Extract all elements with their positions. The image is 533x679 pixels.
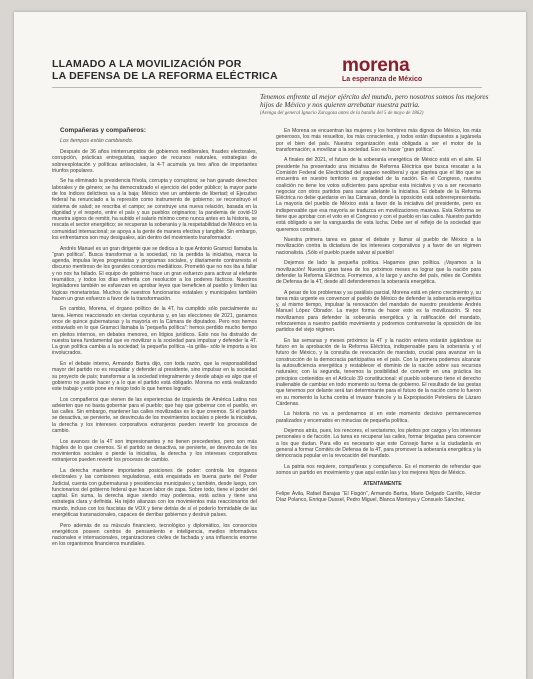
paragraph: Los compañeros que vienen de las experiencias de izquierda de América Latina nos advierten que no basta gobernar para el pueblo; que hay que gobernar con el pueblo, en las calles. Sin embargo, mantener las calles movilizadas es lo que creemos. Si el partido se desactiva, se pervierte, se desvincula de los movimientos sociales o pierde la iniciativa, la derecha y los intereses corporativos extranjeros pueden revertir los procesos de cambio. [52,396,257,435]
paragraph: La patria nos requiere, compañeras y compañeros. Es el momento de refrendar que somos un partido en movimiento y que aquí están las y los mejores hijos de México. [276,463,481,477]
paragraph: La derecha mantiene importantes posiciones de poder: controla los órganos electorales y las comisiones reguladoras, está enquistada en buena parte del Poder Judicial, cuenta con gubernaturas y presidencias municipales y, también, desde luego, con funcionarios del gobierno federal que hacen labor de zapa. Sobre todo, tiene el poder del capital. En suma, la derecha sigue siendo muy poderosa, está activa y tiene una estrategia clara y definida. Ha tejido alianzas con los movimientos más reaccionarios del mundo, incluso con los fascistas de VOX y tiene detrás de sí el poderío formidable de las energéticas transnacionales, capaces de derribar gobiernos y destruir países. [52,467,257,519]
title-line-1: LLAMADO A LA MOVILIZACIÓN POR [52,58,242,70]
header-divider [52,87,482,88]
subtitle: Los tiempos están cambiando. [60,138,134,145]
paragraph: En las semanas y meses próximos la 4T y la nación entera estarán jugándose su futuro en la aprobación de la Reforma Eléctrica, indispensable para la soberanía y el futuro de México, y la consulta de revocación de mandato, crucial para avanzar en la construcción de la democracia participativa en el país. Con la primera podemos alcanzar la autosuficiencia energética y restablecer el dominio de la nación sobre sus recursos naturales; con la segunda, tenemos la posibilidad de convertir en una práctica los principios contenidos en el Artículo 39 constitucional: el pueblo soberano tiene el derecho inalienable de cambiar en todo momento su forma de gobierno. El resultado de las gestas que tenemos por delante será tan determinante para el futuro de la nación como lo fueron en su momento la lucha contra el invasor francés y la Expropiación Petrolera de Lázaro Cárdenas. [276,337,481,407]
paragraph: Después de 36 años ininterrumpidos de gobiernos neoliberales, fraudes electorales, corrupción, prácticas entreguistas, saqueo de recursos naturales, estrategias de sobreexplotación y políticas antisociales, la 4-T acumula ya tres años de importantes triunfos populares. [52,148,257,174]
paragraph: En cambio, Morena, el órgano político de la 4T, ha cumplido sólo parcialmente su tarea. Hemos reaccionado en ciertas coyunturas y, en las elecciones de 2021, ganamos once de quince gubernaturas y la mayoría en la Cámara de diputados. Pero nos hemos extraviado en lo que Gramsci llamaba la “pequeña política”: hemos perdido mucho tiempo en pleitos internos, en debates menores, en litigios jurídicos. Esto nos ha distraído de nuestra tarea fundamental que es movilizar a la sociedad para impulsar y defender la 4T. La gran política cambia a la sociedad; la pequeña política –la grilla– sólo le importa a los involucrados. [52,306,257,357]
paragraph: Los avances de la 4T son impresionantes y no tienen precedentes, pero son más frágiles de lo que creemos. Si el partido se desactiva, se pervierte, se desvincula de los movimientos sociales o pierde la iniciativa, la derecha y los intereses corporativos extranjeros pueden revertir los procesos de cambio. [52,438,257,464]
logo-tagline: La esperanza de México [342,76,423,83]
paragraph: Dejemos de lado la pequeña política. Hagamos gran política. ¡Vayamos a la movilización! Nuestra gran tarea de los próximos meses es lograr que la nación para defender la Reforma Eléctrica. Formemos, a lo largo y ancho del país, miles de Comités de Defensa de la 4T, desde allí defenderemos la soberanía energética. [276,260,481,286]
paragraph: A pesar de los problemas y su parálisis parcial, Morena está en pleno crecimiento y, su tarea más urgente es convencer al pueblo de México de defender la soberanía energética y, al mismo tiempo, impulsar la renovación del mandato de nuestro presidente Andrés Manuel López Obrador. La mejor forma de hacer esto es la movilización. Si nos movilizamos para defender la soberanía energética y la ratificación del mandato, reforzaremos a nuestro partido movimiento y podremos contrarrestar la oposición de los partidos del viejo régimen. [276,289,481,334]
paragraph: Andrés Manuel es un gran dirigente que se dedica a lo que Antonio Gramsci llamaba la “gran política”. Busca transformar a la sociedad, no la perdida la iniciativa, marca la agenda, impulsa leyes progresistas y programas sociales, y diariamente contrarresta el discurso mentiroso de los grandes consorcios mediáticos. Prometió que no nos iba a fallar y no nos ha fallado. El equipo de gobierno hace un gran esfuerzo para activar al elefante reumático, y todos los días enfrenta con resolución a los poderes fácticos. Nuestros legisladores también se esfuerzan en aprobar leyes que beneficien al pueblo y limiten las lógicas monetaristas. Muchos de nuestros funcionarios estatales y municipales también hacen un gran esfuerzo a favor de la transformación. [52,245,257,302]
title-line-2: LA DEFENSA DE LA REFORMA ELÉCTRICA [52,70,278,82]
paragraph: En el debate interno, Armando Bartra dijo, con toda razón, que la responsabilidad mayor del partido no es respaldar y defender al presidente, sino impulsar en la sociedad su proyecto de país; transformar a la sociedad integralmente y desde abajo es algo que el gobierno no puede hacer y a lo que el partido está obligado. Morena no está realizando este trabajo y esto pone en riesgo todo lo que hemos logrado. [52,360,257,393]
paragraph: Nuestra primera tarea es ganar el debate y llamar al pueblo de México a la movilización contra la dictadura de los intereses corporativos y a favor de un régimen nacionalista. ¡Sólo el pueblo puede salvar al pueblo! [276,237,481,256]
page-title [52,58,352,82]
paragraph: Se ha eliminado la presidencia frívola, corrupta y corruptora; se han ganado derechos laborales y de género; se ha democratizado el ejercicio del poder público; la mayor parte de los índices delictivos va a la baja; México vive un ambiente de libertad; el Ejecutivo federal ha renunciado a la represión como instrumento de gobierno; se reconstruyó el sistema de salud; se rescriba el campo; se construye una nueva relación, basada en la dignidad y el respeto, entre el país y sus pueblos originarios; la pandemia de covid-19 muestra signos de remitir, ha subido el salario mínimo como nunca antes en la historia, se rescata el sector energético; se recuperan la soberanía y la respetabilidad de México en la comunidad internacional; se apoya a la gente de manera efectiva y tangible. Sin embargo, los enfrentamos son muy desiguales, aún dentro del movimiento transformador. [52,178,257,242]
greeting: Compañeras y compañeros: [60,127,146,134]
document-page [14,12,526,679]
left-column [52,128,257,552]
paragraph: Pero además de su músculo financiero, tecnológico y diplomático, los consorcios energéticos poseen centros de pensamiento e inteligencia, medios informativos nacionales e internacionales, organizaciones civiles de fachada y una influencia enorme en los organismos financieros mundiales. [52,522,257,548]
logo-name: morena [342,55,410,76]
paragraph: Dejemos atrás, pues, los rencores, el sectarismo, los pleitos por cargos y los intereses personales o de facción. La tarea es recuperar las calles, formar brigadas para convencer a los que dudan. Para ello es necesario que este Consejo llame a la ciudadanía en general a formar Comités de Defensa de la 4T, para promover la soberanía energética y la democracia popular en la revocación del mandato. [276,428,481,460]
epigraph [260,93,490,117]
signatories: Felipe Ávila, Rafael Barajas “El Fisgón”, Armando Bartra, Mario Delgado Carrillo, Héctor Díaz Polanco, Enrique Dussel, Pedro Miguel, Blanca Montoya y Consuelo Sánchez. [276,491,481,504]
paragraph: A finales del 2021, el futuro de la soberanía energética de México está en el aire. El presidente ha presentado una iniciativa de Reforma Eléctrica que busca rescatar a la Comisión Federal de Electricidad del saqueo neoliberal y que plantea que el litio que se encuentra en nuestro territorio es propiedad de la nación. En el Congreso, nuestra coalición no tiene los votos suficientes para aprobar esta iniciativa y va a ser necesario negociar con otros partidos para sacar adelante la iniciativa. El debate de la Reforma Eléctrica no debe quedarse en las Cámaras, donde la oposición está sobrerrepresentada. La mayoría del pueblo de México está a favor de la iniciativa del presidente, pero es indispensable que esa mayoría se traduzca en movilizaciones masivas. Esta Reforma se tiene que aprobar con el voto en el Congreso y con el pueblo en las calles. Nuestro partido está obligado a ser la vanguardia de esta lucha. Debe ser el reflejo de la sociedad que queremos construir. [276,157,481,233]
paragraph: En Morena se encuentran las mujeres y los hombres más dignos de México, los más generosos, los más resueltos, los más conscientes, y todos están dispuestos a jugársela por el bien del país. Nuestra organización está obligada a ser el motor de la transformación; a movilizar a la sociedad. Eso es hacer “gran política”. [276,128,481,153]
epigraph-text: Tenemos enfrente al mejor ejército del mundo, pero nosotros somos los mejores hijos de México y nos quieren arrebatar nuestra patria. [260,93,489,110]
morena-logo [342,56,492,84]
paragraph: La historia no va a perdonarnos si en este momento decisivo permanecemos paralizados y encerrados en minucias de pequeña política. [276,411,481,424]
closing: ATENTAMENTE [363,480,402,487]
epigraph-citation: (Arenga del general Ignacio Zaragoza antes de la batalla del 5 de mayo de 1862) [260,110,424,116]
right-column [276,128,481,508]
